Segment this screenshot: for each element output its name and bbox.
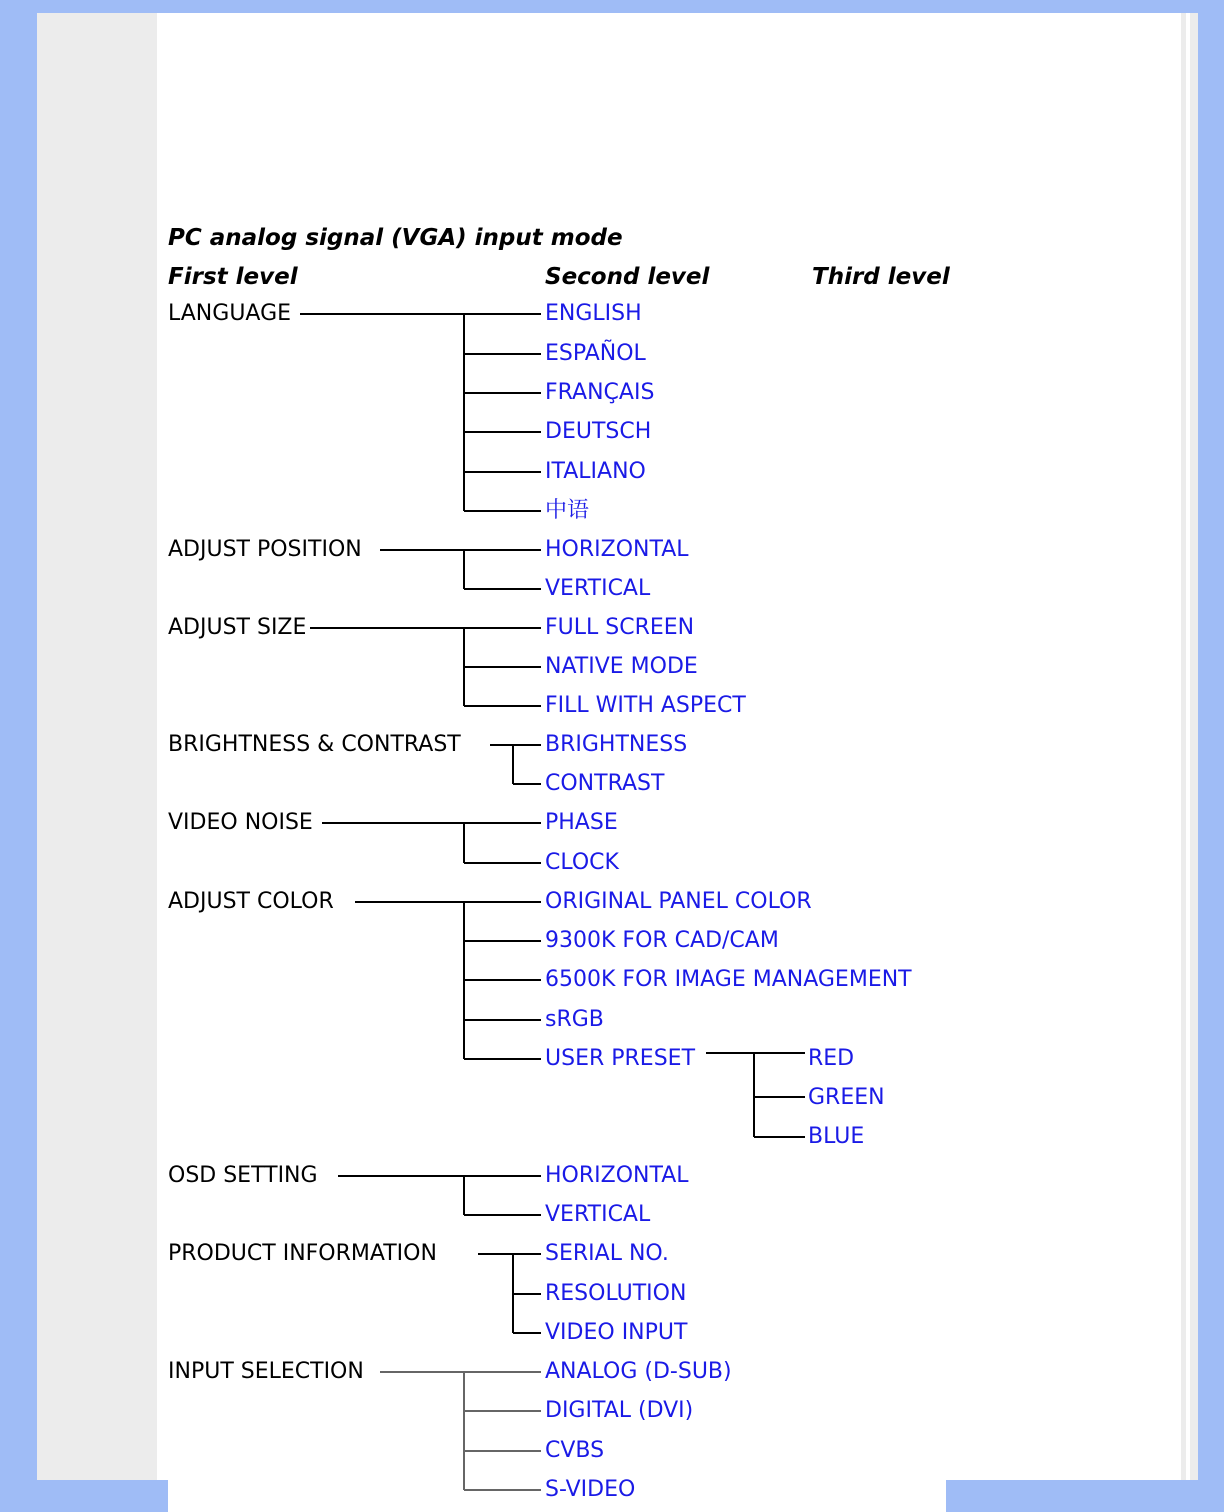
second-level-6500k: 6500K FOR IMAGE MANAGEMENT: [545, 967, 912, 992]
second-level-analog-dsub: ANALOG (D-SUB): [545, 1359, 732, 1384]
second-level-video-input: VIDEO INPUT: [545, 1320, 688, 1345]
third-level-header: Third level: [812, 264, 950, 290]
second-level-position-vertical: VERTICAL: [545, 576, 651, 601]
first-level-header: First level: [168, 264, 298, 290]
second-level-francais: FRANÇAIS: [545, 380, 655, 405]
second-level-full-screen: FULL SCREEN: [545, 615, 695, 640]
first-level-product-information: PRODUCT INFORMATION: [168, 1241, 437, 1266]
first-level-adjust-size: ADJUST SIZE: [168, 615, 307, 640]
second-level-deutsch: DEUTSCH: [545, 419, 652, 444]
second-level-original-panel-color: ORIGINAL PANEL COLOR: [545, 889, 812, 914]
second-level-srgb: sRGB: [545, 1007, 604, 1032]
second-level-english: ENGLISH: [545, 301, 642, 326]
third-level-red: RED: [808, 1046, 855, 1071]
first-level-language: LANGUAGE: [168, 301, 292, 326]
second-level-chinese: 中语: [545, 498, 590, 523]
second-level-serial-no: SERIAL NO.: [545, 1241, 669, 1266]
second-level-9300k: 9300K FOR CAD/CAM: [545, 928, 779, 953]
second-level-user-preset: USER PRESET: [545, 1046, 696, 1071]
first-level-brightness-contrast: BRIGHTNESS & CONTRAST: [168, 732, 461, 757]
second-level-fill-with-aspect: FILL WITH ASPECT: [545, 693, 746, 718]
first-level-osd-setting: OSD SETTING: [168, 1163, 318, 1188]
second-level-brightness: BRIGHTNESS: [545, 732, 688, 757]
second-level-clock: CLOCK: [545, 850, 619, 875]
second-level-espanol: ESPAÑOL: [545, 341, 646, 366]
first-level-adjust-position: ADJUST POSITION: [168, 537, 362, 562]
first-level-adjust-color: ADJUST COLOR: [168, 889, 334, 914]
second-level-osd-horizontal: HORIZONTAL: [545, 1163, 689, 1188]
second-level-position-horizontal: HORIZONTAL: [545, 537, 689, 562]
second-level-cvbs: CVBS: [545, 1438, 605, 1463]
third-level-green: GREEN: [808, 1085, 885, 1110]
second-level-italiano: ITALIANO: [545, 459, 646, 484]
third-level-blue: BLUE: [808, 1124, 865, 1149]
diagram-title: PC analog signal (VGA) input mode: [168, 225, 623, 251]
second-level-resolution: RESOLUTION: [545, 1281, 687, 1306]
second-level-contrast: CONTRAST: [545, 771, 665, 796]
second-level-digital-dvi: DIGITAL (DVI): [545, 1398, 694, 1423]
second-level-osd-vertical: VERTICAL: [545, 1202, 651, 1227]
first-level-input-selection: INPUT SELECTION: [168, 1359, 364, 1384]
second-level-s-video: S-VIDEO: [545, 1477, 636, 1502]
first-level-video-noise: VIDEO NOISE: [168, 810, 313, 835]
second-level-header: Second level: [545, 264, 710, 290]
second-level-native-mode: NATIVE MODE: [545, 654, 698, 679]
second-level-phase: PHASE: [545, 810, 618, 835]
